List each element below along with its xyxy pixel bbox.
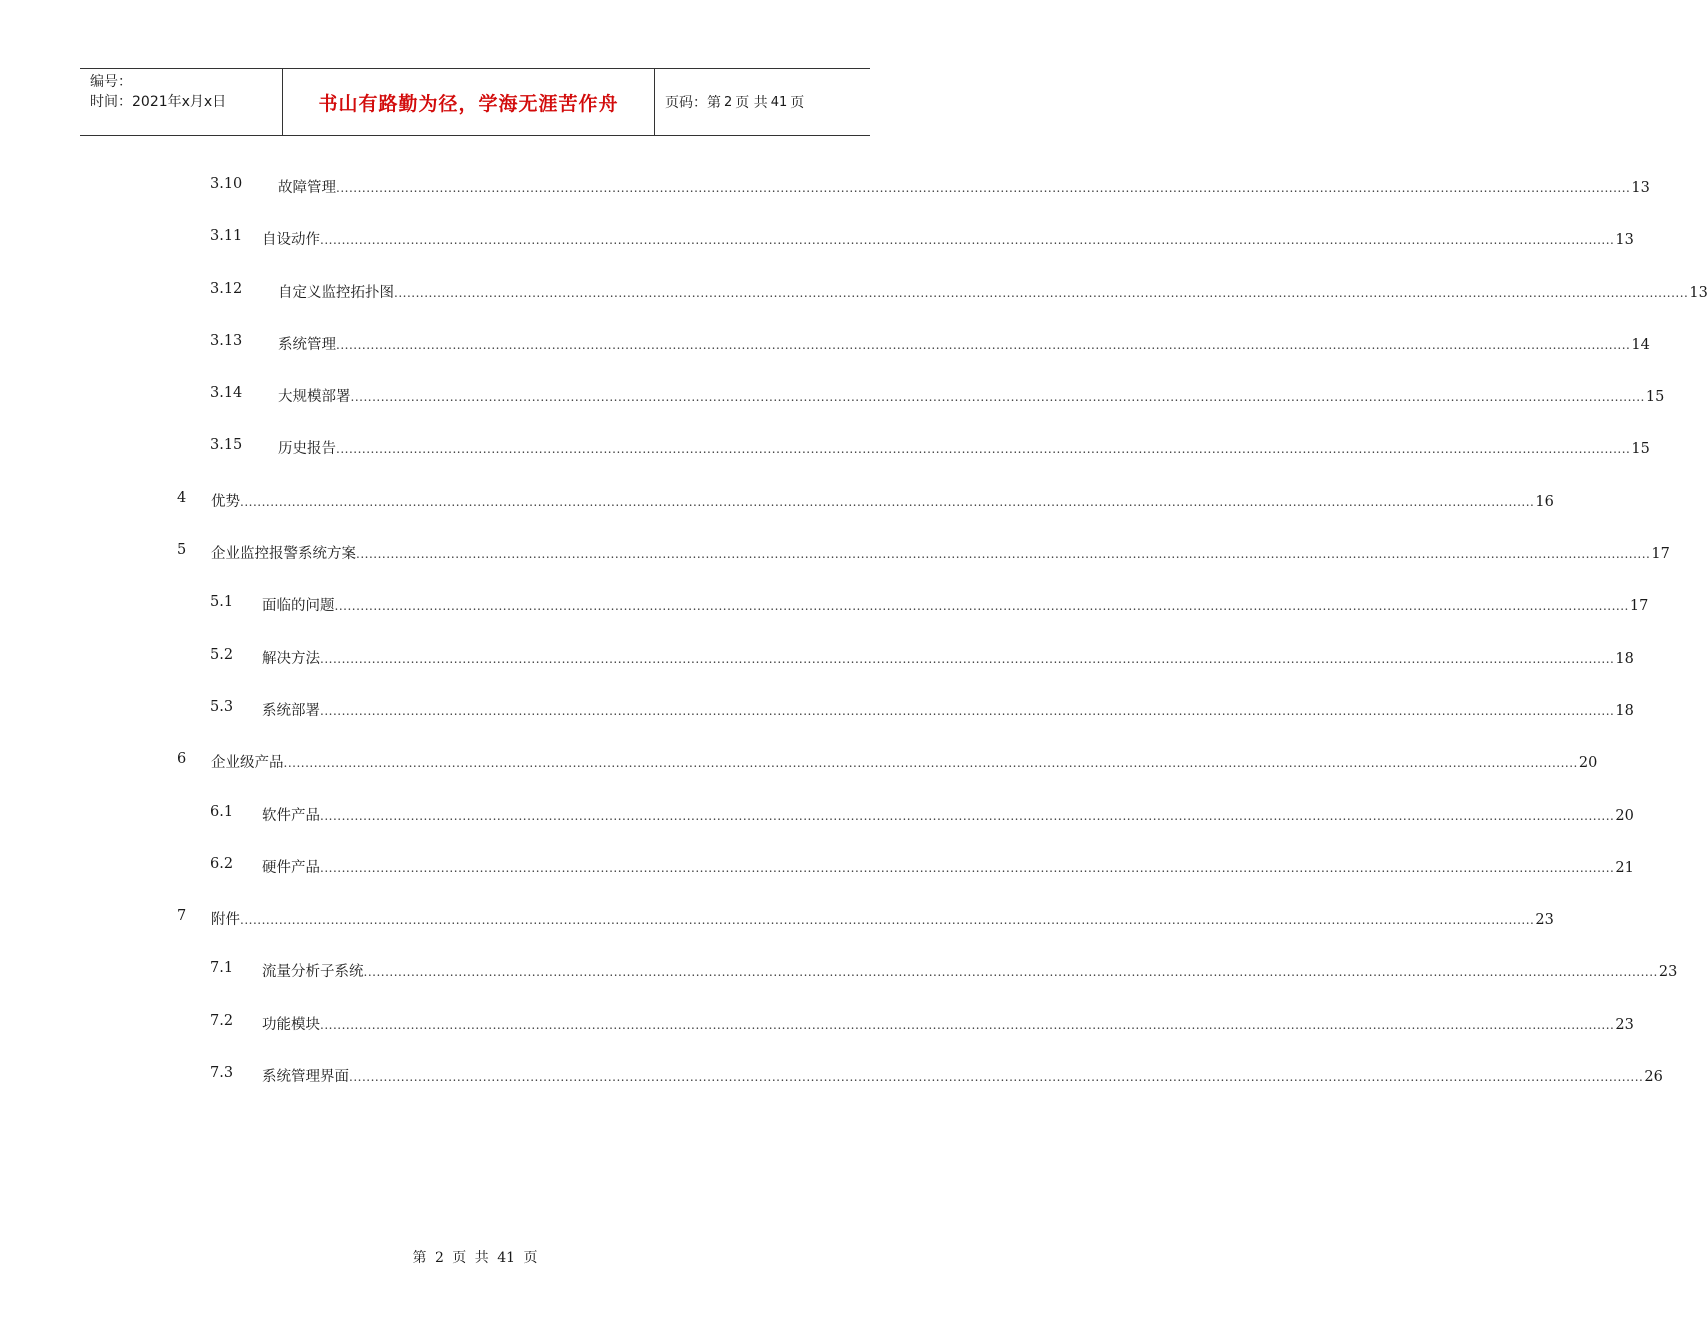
toc-entry-page: 23 bbox=[1615, 1016, 1634, 1033]
toc-entry-title: 硬件产品 bbox=[262, 859, 320, 876]
toc-leader-dots: ............................................................................................................................................................................................................................................................................................................ bbox=[394, 285, 1689, 300]
toc-leader-dots: ............................................................................................................................................................................................................................................................................................................ bbox=[336, 337, 1631, 352]
toc-entry-title: 流量分析子系统 bbox=[262, 964, 364, 981]
toc-entry-number: 3.14 bbox=[210, 385, 243, 402]
toc-entry-title: 故障管理 bbox=[278, 180, 336, 196]
toc-entry[interactable] bbox=[0, 592, 1649, 644]
toc-entry-number: 5.2 bbox=[210, 646, 234, 663]
toc-entry-number: 6.2 bbox=[210, 855, 234, 872]
header-page-counter bbox=[655, 69, 870, 135]
toc-entry-page: 18 bbox=[1615, 702, 1634, 719]
toc-entry[interactable] bbox=[0, 1063, 1663, 1115]
toc-entry-number: 3.10 bbox=[210, 176, 243, 192]
toc-entry-page: 26 bbox=[1644, 1069, 1663, 1086]
toc-entry-number: 5.1 bbox=[210, 594, 234, 611]
toc-entry-number: 3.13 bbox=[210, 332, 243, 349]
document-time-label: 时间：2021年x月x日 bbox=[90, 94, 227, 110]
toc-entry[interactable] bbox=[0, 174, 1650, 226]
toc-entry-number: 7.2 bbox=[210, 1012, 234, 1029]
toc-leader-dots: ............................................................................................................................................................................................................................................................................................................ bbox=[240, 913, 1535, 928]
toc-leader-dots: ............................................................................................................................................................................................................................................................................................................ bbox=[320, 860, 1615, 875]
toc-leader-dots: ............................................................................................................................................................................................................................................................................................................ bbox=[283, 756, 1578, 771]
toc-entry[interactable] bbox=[0, 749, 1598, 801]
toc-entry-page: 13 bbox=[1615, 232, 1634, 249]
toc-entry-page: 18 bbox=[1615, 650, 1634, 667]
toc-entry-number: 6 bbox=[177, 751, 187, 768]
toc-entry-title: 系统管理 bbox=[278, 336, 336, 353]
toc-leader-dots: ............................................................................................................................................................................................................................................................................................................ bbox=[336, 442, 1631, 457]
toc-entry-number: 7 bbox=[177, 908, 187, 925]
toc-leader-dots: ............................................................................................................................................................................................................................................................................................................ bbox=[240, 494, 1535, 509]
toc-entry[interactable] bbox=[0, 226, 1634, 278]
toc-entry-title: 功能模块 bbox=[262, 1016, 320, 1033]
toc-entry-number: 3.15 bbox=[210, 437, 243, 454]
toc-entry-title: 大规模部署 bbox=[278, 389, 351, 406]
page-total: 41 bbox=[770, 94, 788, 110]
toc-leader-dots: ............................................................................................................................................................................................................................................................................................................ bbox=[349, 1070, 1644, 1085]
toc-entry-page: 17 bbox=[1629, 598, 1649, 615]
toc-entry-page: 14 bbox=[1631, 336, 1650, 353]
toc-entry[interactable] bbox=[0, 906, 1554, 958]
toc-entry[interactable] bbox=[0, 802, 1634, 854]
toc-entry-page: 17 bbox=[1651, 546, 1670, 563]
toc-leader-dots: ............................................................................................................................................................................................................................................................................................................ bbox=[336, 181, 1631, 195]
toc-entry-title: 自定义监控拓扑图 bbox=[278, 284, 394, 301]
toc-entry[interactable] bbox=[0, 958, 1678, 1010]
toc-entry[interactable] bbox=[0, 645, 1634, 697]
toc-entry[interactable] bbox=[0, 697, 1634, 749]
toc-entry-number: 3.12 bbox=[210, 280, 243, 297]
document-number-label: 编号： bbox=[90, 74, 132, 90]
toc-entry-number: 5.3 bbox=[210, 698, 234, 715]
toc-entry-page: 15 bbox=[1645, 389, 1665, 406]
toc-entry-page: 20 bbox=[1615, 807, 1634, 824]
toc-entry-number: 7.1 bbox=[210, 960, 234, 977]
toc-leader-dots: ............................................................................................................................................................................................................................................................................................................ bbox=[356, 547, 1651, 562]
toc-entry-page: 21 bbox=[1615, 859, 1634, 876]
toc-entry[interactable] bbox=[0, 331, 1650, 383]
toc-entry[interactable] bbox=[0, 279, 1708, 331]
toc-entry[interactable] bbox=[0, 854, 1634, 906]
toc-leader-dots: ............................................................................................................................................................................................................................................................................................................ bbox=[320, 651, 1615, 666]
toc-entry-page: 23 bbox=[1535, 912, 1554, 929]
toc-entry-title: 系统部署 bbox=[262, 702, 320, 719]
toc-leader-dots: ............................................................................................................................................................................................................................................................................................................ bbox=[350, 390, 1645, 405]
page-suffix: 页 bbox=[790, 95, 805, 111]
toc-entry-page: 13 bbox=[1689, 284, 1708, 301]
toc-leader-dots: ............................................................................................................................................................................................................................................................................................................ bbox=[363, 965, 1658, 980]
page-header bbox=[80, 68, 870, 136]
toc-entry-page: 13 bbox=[1631, 180, 1650, 196]
toc-entry-title: 历史报告 bbox=[278, 441, 336, 458]
toc-entry-number: 4 bbox=[177, 489, 187, 506]
toc-leader-dots: ............................................................................................................................................................................................................................................................................................................ bbox=[320, 233, 1615, 248]
toc-entry-title: 企业监控报警系统方案 bbox=[211, 546, 356, 563]
toc-entry-title: 系统管理界面 bbox=[262, 1069, 349, 1086]
toc-leader-dots: ............................................................................................................................................................................................................................................................................................................ bbox=[320, 808, 1615, 823]
toc-entry-title: 软件产品 bbox=[262, 807, 320, 824]
toc-entry-page: 20 bbox=[1578, 755, 1598, 772]
toc-entry[interactable] bbox=[0, 435, 1650, 487]
toc-entry-page: 23 bbox=[1658, 964, 1678, 981]
toc-entry-number: 5 bbox=[177, 542, 187, 559]
toc-entry-title: 解决方法 bbox=[262, 650, 320, 667]
toc-entry-title: 自设动作 bbox=[262, 232, 320, 249]
page-mid: 页 共 bbox=[735, 95, 768, 111]
page-current: 2 bbox=[724, 94, 733, 110]
page-prefix: 页码：第 bbox=[665, 95, 721, 111]
toc-entry-page: 15 bbox=[1631, 441, 1650, 458]
page-footer: 第 2 页 共 41 页 bbox=[412, 1250, 538, 1266]
toc-entry-number: 3.11 bbox=[210, 228, 243, 245]
toc-entry-page: 16 bbox=[1535, 493, 1554, 510]
toc-entry[interactable] bbox=[0, 540, 1670, 592]
header-motto-cell bbox=[282, 69, 655, 135]
table-of-contents bbox=[0, 174, 1708, 1115]
toc-entry[interactable] bbox=[0, 1011, 1634, 1063]
toc-entry-title: 面临的问题 bbox=[262, 598, 335, 615]
toc-entry-title: 附件 bbox=[211, 912, 240, 929]
toc-entry-title: 优势 bbox=[211, 493, 240, 510]
toc-leader-dots: ............................................................................................................................................................................................................................................................................................................ bbox=[320, 703, 1615, 718]
toc-entry-number: 6.1 bbox=[210, 803, 234, 820]
toc-entry-number: 7.3 bbox=[210, 1065, 234, 1082]
toc-leader-dots: ............................................................................................................................................................................................................................................................................................................ bbox=[320, 1017, 1615, 1032]
toc-entry[interactable] bbox=[0, 383, 1665, 435]
toc-entry[interactable] bbox=[0, 488, 1554, 540]
header-motto: 书山有路勤为径，学海无涯苦作舟 bbox=[318, 92, 619, 115]
toc-entry-title: 企业级产品 bbox=[211, 755, 284, 772]
toc-leader-dots: ............................................................................................................................................................................................................................................................................................................ bbox=[334, 599, 1629, 614]
header-info bbox=[80, 69, 282, 135]
